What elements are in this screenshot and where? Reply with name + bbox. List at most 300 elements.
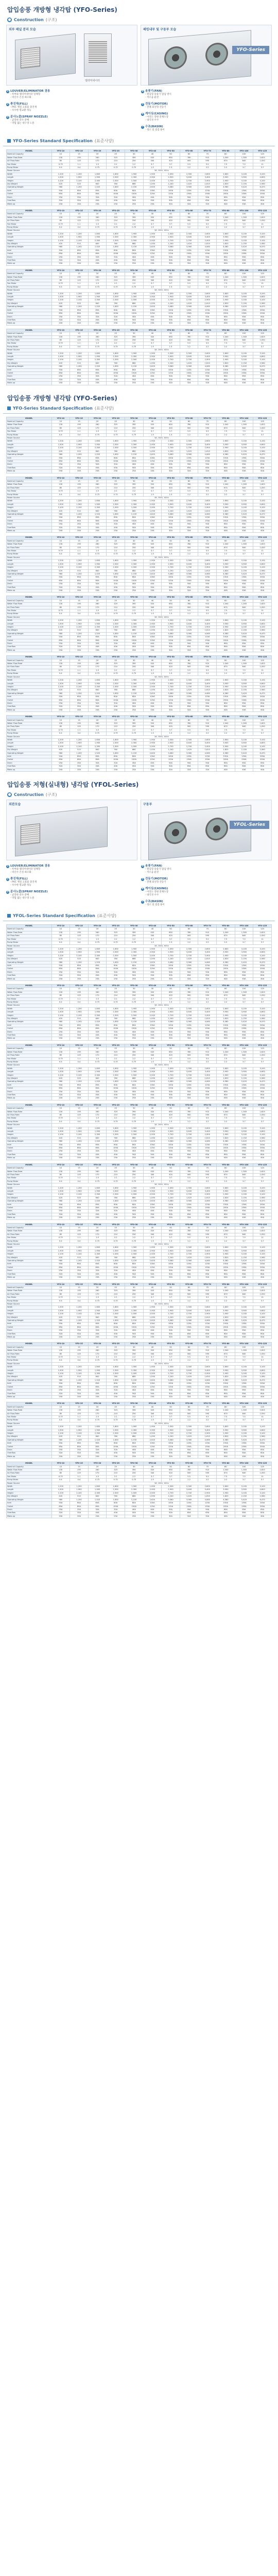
column-header: YFO-50 <box>162 984 180 987</box>
table-row: Outlet 65A 80A 80A 100A 100A 125A 125A 150A 150A 200A 200A 200A <box>7 699 272 702</box>
column-header: YFO-40 <box>143 984 162 987</box>
column-header: YFO-20 <box>88 596 107 599</box>
column-header: YFO-125 <box>253 984 272 987</box>
spec-table-block <box>6 149 272 385</box>
table-row: Operating Weight 980 1,200 1,520 1,830 2,150 2,620 3,080 3,560 4,060 4,580 5,420 6,470 <box>7 961 272 964</box>
table-row: Outlet 65A 80A 80A 100A 100A 125A 125A 150A 150A 200A 200A 200A <box>7 1147 272 1150</box>
table-row: Outlet 65A 80A 80A 100A 100A 125A 125A 150A 150A 200A 200A 200A <box>7 639 272 642</box>
column-header: MODEL <box>7 716 52 719</box>
column-header: YFO-30 <box>125 1462 143 1465</box>
table-row: Operating Weight 980 1,200 1,520 1,830 2,150 2,620 3,080 3,560 4,060 4,580 5,420 6,470 <box>7 1319 272 1322</box>
column-header: YFO-70 <box>198 656 217 659</box>
table-row: Outlet 65A 80A 80A 100A 100A 125A 125A 150A 150A 200A 200A 200A <box>7 1087 272 1090</box>
table-row: Width 1,200 1,200 1,600 1,600 1,900 1,900 2,300 2,300 2,600 2,600 3,100 3,100 <box>7 560 272 563</box>
spec-table <box>6 1044 272 1100</box>
table-row: Drain 25A 25A 32A 32A 40A 40A 50A 50A 50A 65A 65A 65A <box>7 1329 272 1332</box>
spec-table <box>6 1223 272 1280</box>
table-row: Make-up 20A 20A 20A 25A 25A 25A 32A 32A 32A 40A 40A 40A <box>7 589 272 592</box>
table-row: Height 2,100 2,100 2,300 2,300 2,500 2,500 2,700 2,700 2,900 2,900 3,100 3,100 <box>7 745 272 748</box>
table-row: Air Flow Rate 85 125 170 210 250 340 420 500 590 670 840 1,050 <box>7 279 272 282</box>
column-header: YFO-70 <box>198 1283 217 1286</box>
series-badge: YFO-Series <box>232 46 269 54</box>
column-header: YFO-20 <box>88 1402 107 1405</box>
column-header: YFO-25 <box>107 1343 125 1346</box>
table-row: Length 1,500 1,900 1,900 2,300 2,300 2,900 2,900 3,400 3,400 3,900 3,900 4,600 <box>7 236 272 239</box>
table-row: Power Source 3Ø, 380V, 60Hz <box>7 1124 272 1127</box>
column-header: YFO-10 <box>51 329 70 332</box>
table-row: Drain 25A 25A 32A 32A 40A 40A 50A 50A 50A 65A 65A 65A <box>7 583 272 586</box>
column-header: YFO-100 <box>235 656 253 659</box>
table-row: Overflow 32A 32A 40A 40A 50A 50A 50A 65A 65A 65A 80A 80A <box>7 466 272 469</box>
column-header: MODEL <box>7 329 52 332</box>
square-icon <box>7 406 11 410</box>
table-row: Outlet 65A 80A 80A 100A 100A 125A 125A 150A 150A 200A 200A 200A <box>7 758 272 761</box>
column-header: YFO-10 <box>51 209 70 212</box>
table-row: Overflow 32A 32A 40A 40A 50A 50A 50A 65A 65A 65A 80A 80A <box>7 1452 272 1455</box>
table-row: Operating Weight 980 1,200 1,520 1,830 2,150 2,620 3,080 3,560 4,060 4,580 5,420 6,470 <box>7 365 272 368</box>
column-header: YFO-15 <box>70 716 89 719</box>
column-header: YFO-125 <box>253 417 272 420</box>
column-header: YFO-10 <box>51 536 70 539</box>
column-header: YFO-80 <box>217 329 235 332</box>
cutaway-illustration <box>148 30 251 85</box>
column-header: YFO-80 <box>217 1462 235 1465</box>
table-row: Fan Motor 0.75 1.1 1.5 2.2 2.2 3.7 3.7 5.5 5.5 7.5 7.5 11 <box>7 1236 272 1240</box>
table-row: Length 1,500 1,900 1,900 2,300 2,300 2,900 2,900 3,400 3,400 3,900 3,900 4,600 <box>7 1488 272 1492</box>
table-row: Overflow 32A 32A 40A 40A 50A 50A 50A 65A 65A 65A 80A 80A <box>7 199 272 202</box>
table-row: Pump Motor 0.4 0.4 0.75 0.75 0.75 1.5 1.5 2.2 2.2 2.2 3.7 3.7 <box>7 1180 272 1183</box>
column-header: YFO-10 <box>51 1283 70 1286</box>
table-row: Pump Motor 0.4 0.4 0.75 0.75 0.75 1.5 1.5 2.2 2.2 2.2 3.7 3.7 <box>7 1060 272 1063</box>
column-header: YFO-40 <box>143 716 162 719</box>
spec-table <box>6 655 272 712</box>
number-icon: 4 <box>142 90 144 93</box>
table-row: Inlet 50A 65A 65A 80A 80A 100A 100A 125A 125A 150A 150A 200A <box>7 1323 272 1326</box>
tower-illustration <box>15 33 76 80</box>
column-header: YFO-60 <box>180 209 198 212</box>
number-icon: 2 <box>7 878 9 881</box>
column-header: YFO-20 <box>88 329 107 332</box>
column-header: YFO-40 <box>143 536 162 539</box>
table-row: Drain 25A 25A 32A 32A 40A 40A 50A 50A 50A 65A 65A 65A <box>7 256 272 259</box>
table-row: Overflow 32A 32A 40A 40A 50A 50A 50A 65A 65A 65A 80A 80A <box>7 1512 272 1515</box>
spec-table <box>6 209 272 266</box>
table-row: Air Flow Rate 85 125 170 210 250 340 420 500 590 670 840 1,050 <box>7 1472 272 1475</box>
table-row: Height 2,100 2,100 2,300 2,300 2,500 2,500 2,700 2,700 2,900 2,900 3,100 3,100 <box>7 1193 272 1196</box>
column-header: YFO-40 <box>143 1462 162 1465</box>
table-row: Power Source 3Ø, 380V, 60Hz <box>7 1422 272 1425</box>
column-header: YFO-100 <box>235 1223 253 1226</box>
table-row: Drain 25A 25A 32A 32A 40A 40A 50A 50A 50A 65A 65A 65A <box>7 1449 272 1452</box>
feature-item: 4 송풍기(FAN) - 원심형 송풍기 압입 방식 - 저소음 운전 <box>141 89 272 99</box>
table-row: Width 1,200 1,200 1,600 1,600 1,900 1,900 2,300 2,300 2,600 2,600 3,100 3,100 <box>7 500 272 503</box>
table-row: Nominal Capacity 10 15 20 25 30 40 50 60 70 80 100 125 <box>7 1465 272 1468</box>
column-header: YFO-60 <box>180 1343 198 1346</box>
table-row: Operating Weight 980 1,200 1,520 1,830 2,150 2,620 3,080 3,560 4,060 4,580 5,420 6,470 <box>7 453 272 456</box>
table-row: Water Flow Rate 130 195 260 325 390 520 650 780 910 1,040 1,300 1,625 <box>7 1469 272 1472</box>
column-header: YFO-10 <box>51 984 70 987</box>
table-row: Fan Motor 0.75 1.1 1.5 2.2 2.2 3.7 3.7 5.5 5.5 7.5 7.5 11 <box>7 342 272 345</box>
column-header: YFO-125 <box>253 1402 272 1405</box>
column-header: YFO-70 <box>198 150 217 153</box>
table-row: Overflow 32A 32A 40A 40A 50A 50A 50A 65A 65A 65A 80A 80A <box>7 705 272 708</box>
table-row: Length 1,500 1,900 1,900 2,300 2,300 2,900 2,900 3,400 3,400 3,900 3,900 4,600 <box>7 1249 272 1252</box>
table-row: Drain 25A 25A 32A 32A 40A 40A 50A 50A 50A 65A 65A 65A <box>7 196 272 199</box>
column-header: YFO-20 <box>88 1104 107 1107</box>
table-row: Make-up 20A 20A 20A 25A 25A 25A 32A 32A 32A 40A 40A 40A <box>7 1037 272 1040</box>
column-header: YFO-25 <box>107 477 125 480</box>
column-header: YFO-20 <box>88 984 107 987</box>
column-header: YFO-70 <box>198 984 217 987</box>
column-header: YFO-70 <box>198 716 217 719</box>
column-header: YFO-10 <box>51 1104 70 1107</box>
column-header: YFO-10 <box>51 1343 70 1346</box>
column-header: YFO-15 <box>70 1462 89 1465</box>
column-header: YFO-30 <box>125 1163 143 1166</box>
table-row: Air Flow Rate 85 125 170 210 250 340 420 500 590 670 840 1,050 <box>7 1352 272 1355</box>
table-row: Pump Motor 0.4 0.4 0.75 0.75 0.75 1.5 1.5 2.2 2.2 2.2 3.7 3.7 <box>7 345 272 348</box>
table-row: Fan Motor 0.75 1.1 1.5 2.2 2.2 3.7 3.7 5.5 5.5 7.5 7.5 11 <box>7 223 272 226</box>
table-row: Height 2,100 2,100 2,300 2,300 2,500 2,500 2,700 2,700 2,900 2,900 3,100 3,100 <box>7 1014 272 1017</box>
table-row: Pump Motor 0.4 0.4 0.75 0.75 0.75 1.5 1.5 2.2 2.2 2.2 3.7 3.7 <box>7 433 272 436</box>
construction-images <box>3 800 275 860</box>
spec-table <box>6 417 272 473</box>
table-row: Power Source 3Ø, 380V, 60Hz <box>7 1243 272 1246</box>
table-row: Pump Motor 0.4 0.4 0.75 0.75 0.75 1.5 1.5 2.2 2.2 2.2 3.7 3.7 <box>7 1479 272 1482</box>
number-icon: 6 <box>142 888 144 891</box>
interior-image: 패킹내부 및 구동부 모습 YFO-Series <box>141 25 272 86</box>
column-header: MODEL <box>7 656 52 659</box>
table-row: Make-up 20A 20A 20A 25A 25A 25A 32A 32A 32A 40A 40A 40A <box>7 708 272 711</box>
table-row: Height 2,100 2,100 2,300 2,300 2,500 2,500 2,700 2,700 2,900 2,900 3,100 3,100 <box>7 626 272 629</box>
table-row: Nominal Capacity 10 15 20 25 30 40 50 60 70 80 100 125 <box>7 1286 272 1289</box>
table-row: Width 1,200 1,200 1,600 1,600 1,900 1,900 2,300 2,300 2,600 2,600 3,100 3,100 <box>7 739 272 742</box>
column-header: YFO-20 <box>88 656 107 659</box>
column-header: YFO-15 <box>70 329 89 332</box>
feature-item: 4 송풍기(FAN) - 원심형 송풍기 압입 방식 - 저소음 운전 <box>141 863 272 874</box>
column-header: YFO-80 <box>217 1283 235 1286</box>
spec-heading: YFO-Series Standard Specification (표준사양) <box>3 403 275 413</box>
table-row: Height 2,100 2,100 2,300 2,300 2,500 2,500 2,700 2,700 2,900 2,900 3,100 3,100 <box>7 179 272 182</box>
table-row: Make-up 20A 20A 20A 25A 25A 25A 32A 32A 32A 40A 40A 40A <box>7 1336 272 1339</box>
column-header: YFO-50 <box>162 1462 180 1465</box>
spec-table <box>6 596 272 652</box>
construction-heading: ● Construction (구조) <box>8 18 57 22</box>
column-header: YFO-10 <box>51 417 70 420</box>
column-header: YFO-70 <box>198 329 217 332</box>
fan-icon <box>205 42 228 66</box>
column-header: YFO-70 <box>198 1223 217 1226</box>
column-header: YFO-30 <box>125 1104 143 1107</box>
feature-item: 5 전동기(MOTOR) - 전폐 외선형 전동기 <box>141 101 272 109</box>
table-row: Power Source 3Ø, 380V, 60Hz <box>7 437 272 440</box>
number-icon: 1 <box>7 90 9 93</box>
table-row: Length 1,500 1,900 1,900 2,300 2,300 2,900 2,900 3,400 3,400 3,900 3,900 4,600 <box>7 1130 272 1133</box>
column-header: YFO-15 <box>70 1283 89 1286</box>
column-header: YFO-125 <box>253 1104 272 1107</box>
table-row: Pump Motor 0.4 0.4 0.75 0.75 0.75 1.5 1.5 2.2 2.2 2.2 3.7 3.7 <box>7 1359 272 1362</box>
column-header: YFO-25 <box>107 596 125 599</box>
column-header: YFO-80 <box>217 150 235 153</box>
table-row: Inlet 50A 65A 65A 80A 80A 100A 100A 125A 125A 150A 150A 200A <box>7 696 272 699</box>
table-row: Power Source 3Ø, 380V, 60Hz <box>7 170 272 173</box>
column-header: YFO-50 <box>162 1343 180 1346</box>
column-header: YFO-10 <box>51 477 70 480</box>
table-row: Fan Motor 0.75 1.1 1.5 2.2 2.2 3.7 3.7 5.5 5.5 7.5 7.5 11 <box>7 609 272 612</box>
table-row: Inlet 50A 65A 65A 80A 80A 100A 100A 125A 125A 150A 150A 200A <box>7 1442 272 1445</box>
column-header: YFO-70 <box>198 1104 217 1107</box>
table-row: Width 1,200 1,200 1,600 1,600 1,900 1,900 2,300 2,300 2,600 2,600 3,100 3,100 <box>7 1366 272 1369</box>
table-row: Dry Weight 420 510 640 760 880 1,050 1,240 1,420 1,610 1,820 2,150 2,560 <box>7 629 272 632</box>
column-header: MODEL <box>7 269 52 272</box>
table-row: Length 1,500 1,900 1,900 2,300 2,300 2,900 2,900 3,400 3,400 3,900 3,900 4,600 <box>7 1429 272 1432</box>
column-header: YFO-80 <box>217 1223 235 1226</box>
table-row: Operating Weight 980 1,200 1,520 1,830 2,150 2,620 3,080 3,560 4,060 4,580 5,420 6,470 <box>7 186 272 189</box>
column-header: YFO-25 <box>107 656 125 659</box>
column-header: YFO-30 <box>125 150 143 153</box>
column-header: YFO-50 <box>162 150 180 153</box>
column-header: YFO-70 <box>198 1462 217 1465</box>
column-header: YFO-70 <box>198 1163 217 1166</box>
table-row: Air Flow Rate 85 125 170 210 250 340 420 500 590 670 840 1,050 <box>7 725 272 728</box>
table-row: Outlet 65A 80A 80A 100A 100A 125A 125A 150A 150A 200A 200A 200A <box>7 252 272 256</box>
feature-item: 1 LOUVER/ELIMINATOR 겸용 - 루버와 엘리미네이터 일체형 - 비산수 손실 최소화 <box>6 89 137 99</box>
column-header: YFO-40 <box>143 329 162 332</box>
column-header: YFO-80 <box>217 417 235 420</box>
table-row: Water Flow Rate 130 195 260 325 390 520 650 780 910 1,040 1,300 1,625 <box>7 1349 272 1352</box>
column-header: YFO-40 <box>143 1104 162 1107</box>
table-row: Inlet 50A 65A 65A 80A 80A 100A 100A 125A 125A 150A 150A 200A <box>7 249 272 252</box>
column-header: YFO-50 <box>162 596 180 599</box>
feature-item: 1 LOUVER/ELIMINATOR 겸용 - 루버와 엘리미네이터 일체형 - 비산수 손실 최소화 <box>6 863 137 874</box>
fan-icon <box>164 820 187 845</box>
column-header: YFO-30 <box>125 1044 143 1047</box>
panel-illustration <box>84 33 112 77</box>
spec-table <box>6 924 272 981</box>
table-row: Outlet 65A 80A 80A 100A 100A 125A 125A 150A 150A 200A 200A 200A <box>7 372 272 375</box>
number-icon: 3 <box>7 891 9 894</box>
table-row: Length 1,500 1,900 1,900 2,300 2,300 2,900 2,900 3,400 3,400 3,900 3,900 4,600 <box>7 742 272 745</box>
table-row: Operating Weight 980 1,200 1,520 1,830 2,150 2,620 3,080 3,560 4,060 4,580 5,420 6,470 <box>7 692 272 695</box>
table-row: Fan Motor 0.75 1.1 1.5 2.2 2.2 3.7 3.7 5.5 5.5 7.5 7.5 11 <box>7 728 272 732</box>
table-row: Nominal Capacity 10 15 20 25 30 40 50 60 70 80 100 125 <box>7 539 272 543</box>
table-row: Operating Weight 980 1,200 1,520 1,830 2,150 2,620 3,080 3,560 4,060 4,580 5,420 6,470 <box>7 1200 272 1203</box>
table-row: Nominal Capacity 10 15 20 25 30 40 50 60 70 80 100 125 <box>7 988 272 991</box>
table-row: Fan Motor 0.75 1.1 1.5 2.2 2.2 3.7 3.7 5.5 5.5 7.5 7.5 11 <box>7 1296 272 1299</box>
table-row: Width 1,200 1,200 1,600 1,600 1,900 1,900 2,300 2,300 2,600 2,600 3,100 3,100 <box>7 1187 272 1190</box>
table-row: Air Flow Rate 85 125 170 210 250 340 420 500 590 670 840 1,050 <box>7 1293 272 1296</box>
column-header: YFO-100 <box>235 536 253 539</box>
column-header: YFO-30 <box>125 269 143 272</box>
column-header: YFO-100 <box>235 417 253 420</box>
table-row: Operating Weight 980 1,200 1,520 1,830 2,150 2,620 3,080 3,560 4,060 4,580 5,420 6,470 <box>7 1080 272 1083</box>
column-header: YFO-15 <box>70 596 89 599</box>
table-row: Drain 25A 25A 32A 32A 40A 40A 50A 50A 50A 65A 65A 65A <box>7 702 272 705</box>
table-row: Nominal Capacity 10 15 20 25 30 40 50 60 70 80 100 125 <box>7 1346 272 1349</box>
table-row: Drain 25A 25A 32A 32A 40A 40A 50A 50A 50A 65A 65A 65A <box>7 971 272 974</box>
table-row: Drain 25A 25A 32A 32A 40A 40A 50A 50A 50A 65A 65A 65A <box>7 1508 272 1511</box>
table-row: Inlet 50A 65A 65A 80A 80A 100A 100A 125A 125A 150A 150A 200A <box>7 1143 272 1146</box>
column-header: YFO-20 <box>88 536 107 539</box>
table-row: Power Source 3Ø, 380V, 60Hz <box>7 289 272 292</box>
feature-item: 7 수조(BASIN) - 청소 및 점검 용이 <box>141 899 272 907</box>
table-row: Drain 25A 25A 32A 32A 40A 40A 50A 50A 50A 65A 65A 65A <box>7 1210 272 1213</box>
column-header: YFO-125 <box>253 716 272 719</box>
table-row: Inlet 50A 65A 65A 80A 80A 100A 100A 125A 125A 150A 150A 200A <box>7 1263 272 1266</box>
table-row: Air Flow Rate 85 125 170 210 250 340 420 500 590 670 840 1,050 <box>7 486 272 489</box>
section-title: 압입송풍 개방형 냉각탑 (YFO-Series) <box>7 6 117 13</box>
table-row: Width 1,200 1,200 1,600 1,600 1,900 1,900 2,300 2,300 2,600 2,600 3,100 3,100 <box>7 1306 272 1309</box>
column-header: YFO-30 <box>125 417 143 420</box>
column-header: YFO-50 <box>162 1044 180 1047</box>
table-row: Water Flow Rate 130 195 260 325 390 520 650 780 910 1,040 1,300 1,625 <box>7 1230 272 1233</box>
table-row: Water Flow Rate 130 195 260 325 390 520 650 780 910 1,040 1,300 1,625 <box>7 1110 272 1113</box>
spec-table <box>6 536 272 592</box>
column-header: YFO-15 <box>70 656 89 659</box>
table-row: Inlet 50A 65A 65A 80A 80A 100A 100A 125A 125A 150A 150A 200A <box>7 1382 272 1385</box>
column-header: YFO-30 <box>125 209 143 212</box>
table-row: Nominal Capacity 10 15 20 25 30 40 50 60 70 80 100 125 <box>7 928 272 931</box>
table-row: Power Source 3Ø, 380V, 60Hz <box>7 616 272 619</box>
table-row: Operating Weight 980 1,200 1,520 1,830 2,150 2,620 3,080 3,560 4,060 4,580 5,420 6,470 <box>7 306 272 309</box>
table-row: Height 2,100 2,100 2,300 2,300 2,500 2,500 2,700 2,700 2,900 2,900 3,100 3,100 <box>7 566 272 569</box>
column-header: YFO-60 <box>180 269 198 272</box>
table-row: Dry Weight 420 510 640 760 880 1,050 1,240 1,420 1,610 1,820 2,150 2,560 <box>7 1256 272 1259</box>
column-header: YFO-15 <box>70 209 89 212</box>
column-header: MODEL <box>7 1402 52 1405</box>
column-header: YFO-10 <box>51 1044 70 1047</box>
column-header: YFO-40 <box>143 477 162 480</box>
table-row: Operating Weight 980 1,200 1,520 1,830 2,150 2,620 3,080 3,560 4,060 4,580 5,420 6,470 <box>7 752 272 755</box>
column-header: YFO-25 <box>107 1283 125 1286</box>
column-header: YFO-100 <box>235 716 253 719</box>
table-row: Width 1,200 1,200 1,600 1,600 1,900 1,900 2,300 2,300 2,600 2,600 3,100 3,100 <box>7 1485 272 1488</box>
table-row: Air Flow Rate 85 125 170 210 250 340 420 500 590 670 840 1,050 <box>7 546 272 549</box>
column-header: YFO-50 <box>162 329 180 332</box>
table-row: Power Source 3Ø, 380V, 60Hz <box>7 1004 272 1007</box>
table-row: Outlet 65A 80A 80A 100A 100A 125A 125A 150A 150A 200A 200A 200A <box>7 1505 272 1508</box>
table-row: Height 2,100 2,100 2,300 2,300 2,500 2,500 2,700 2,700 2,900 2,900 3,100 3,100 <box>7 1313 272 1316</box>
number-icon: 7 <box>142 901 144 904</box>
column-header: YFO-70 <box>198 477 217 480</box>
table-row: Pump Motor 0.4 0.4 0.75 0.75 0.75 1.5 1.5 2.2 2.2 2.2 3.7 3.7 <box>7 672 272 675</box>
feature-item: 3 분사노즐(SPRAY NOZZLE) - 균일한 살수 분배 - 막힘 없는 대구경 노즐 <box>6 889 137 900</box>
table-row: Drain 25A 25A 32A 32A 40A 40A 50A 50A 50A 65A 65A 65A <box>7 1150 272 1153</box>
table-row: Height 2,100 2,100 2,300 2,300 2,500 2,500 2,700 2,700 2,900 2,900 3,100 3,100 <box>7 685 272 688</box>
table-row: Pump Motor 0.4 0.4 0.75 0.75 0.75 1.5 1.5 2.2 2.2 2.2 3.7 3.7 <box>7 1240 272 1243</box>
column-header: YFO-60 <box>180 477 198 480</box>
table-row: Air Flow Rate 85 125 170 210 250 340 420 500 590 670 840 1,050 <box>7 1233 272 1236</box>
column-header: YFO-20 <box>88 477 107 480</box>
table-row: Length 1,500 1,900 1,900 2,300 2,300 2,900 2,900 3,400 3,400 3,900 3,900 4,600 <box>7 622 272 625</box>
table-row: Make-up 20A 20A 20A 25A 25A 25A 32A 32A 32A 40A 40A 40A <box>7 649 272 652</box>
column-header: YFO-100 <box>235 1104 253 1107</box>
column-header: YFO-80 <box>217 925 235 928</box>
column-header: YFO-80 <box>217 1343 235 1346</box>
column-header: YFO-25 <box>107 1462 125 1465</box>
column-header: YFO-40 <box>143 1044 162 1047</box>
column-header: YFO-25 <box>107 984 125 987</box>
column-header: YFO-20 <box>88 1044 107 1047</box>
column-header: YFO-40 <box>143 150 162 153</box>
column-header: YFO-80 <box>217 1163 235 1166</box>
table-row: Dry Weight 420 510 640 760 880 1,050 1,240 1,420 1,610 1,820 2,150 2,560 <box>7 569 272 572</box>
column-header: YFO-10 <box>51 1163 70 1166</box>
column-header: YFO-25 <box>107 1223 125 1226</box>
spec-heading: YFOL-Series Standard Specification (표준사양) <box>3 911 275 921</box>
table-row: Inlet 50A 65A 65A 80A 80A 100A 100A 125A 125A 150A 150A 200A <box>7 309 272 312</box>
table-row: Make-up 20A 20A 20A 25A 25A 25A 32A 32A 32A 40A 40A 40A <box>7 1455 272 1458</box>
table-row: Air Flow Rate 85 125 170 210 250 340 420 500 590 670 840 1,050 <box>7 219 272 223</box>
column-header: YFO-15 <box>70 1044 89 1047</box>
column-header: YFO-30 <box>125 1343 143 1346</box>
table-row: Dry Weight 420 510 640 760 880 1,050 1,240 1,420 1,610 1,820 2,150 2,560 <box>7 183 272 186</box>
column-header: MODEL <box>7 209 52 212</box>
column-header: YFO-60 <box>180 1163 198 1166</box>
table-row: Operating Weight 980 1,200 1,520 1,830 2,150 2,620 3,080 3,560 4,060 4,580 5,420 6,470 <box>7 572 272 575</box>
column-header: YFO-25 <box>107 269 125 272</box>
table-row: Inlet 50A 65A 65A 80A 80A 100A 100A 125A 125A 150A 150A 200A <box>7 1024 272 1027</box>
spec-table <box>6 269 272 326</box>
column-header: YFO-125 <box>253 596 272 599</box>
table-row: Inlet 50A 65A 65A 80A 80A 100A 100A 125A 125A 150A 150A 200A <box>7 189 272 192</box>
table-row: Height 2,100 2,100 2,300 2,300 2,500 2,500 2,700 2,700 2,900 2,900 3,100 3,100 <box>7 239 272 242</box>
column-header: YFO-40 <box>143 596 162 599</box>
column-header: YFO-10 <box>51 925 70 928</box>
column-header: YFO-40 <box>143 1163 162 1166</box>
table-row: Air Flow Rate 85 125 170 210 250 340 420 500 590 670 840 1,050 <box>7 1054 272 1057</box>
table-row: Nominal Capacity 10 15 20 25 30 40 50 60 70 80 100 125 <box>7 599 272 602</box>
column-header: YFO-60 <box>180 1283 198 1286</box>
column-header: YFO-30 <box>125 656 143 659</box>
table-row: Height 2,100 2,100 2,300 2,300 2,500 2,500 2,700 2,700 2,900 2,900 3,100 3,100 <box>7 1074 272 1077</box>
table-row: Outlet 65A 80A 80A 100A 100A 125A 125A 150A 150A 200A 200A 200A <box>7 968 272 971</box>
table-row: Width 1,200 1,200 1,600 1,600 1,900 1,900 2,300 2,300 2,600 2,600 3,100 3,100 <box>7 619 272 622</box>
table-row: Drain 25A 25A 32A 32A 40A 40A 50A 50A 50A 65A 65A 65A <box>7 375 272 378</box>
column-header: MODEL <box>7 417 52 420</box>
table-row: Inlet 50A 65A 65A 80A 80A 100A 100A 125A 125A 150A 150A 200A <box>7 368 272 371</box>
table-row: Air Flow Rate 85 125 170 210 250 340 420 500 590 670 840 1,050 <box>7 606 272 609</box>
table-row: Make-up 20A 20A 20A 25A 25A 25A 32A 32A 32A 40A 40A 40A <box>7 322 272 325</box>
table-row: Outlet 65A 80A 80A 100A 100A 125A 125A 150A 150A 200A 200A 200A <box>7 519 272 522</box>
column-header: YFO-20 <box>88 150 107 153</box>
tower-illustration <box>15 807 108 857</box>
column-header: MODEL <box>7 1283 52 1286</box>
table-row: Length 1,500 1,900 1,900 2,300 2,300 2,900 2,900 3,400 3,400 3,900 3,900 4,600 <box>7 1071 272 1074</box>
table-row: Dry Weight 420 510 640 760 880 1,050 1,240 1,420 1,610 1,820 2,150 2,560 <box>7 1316 272 1319</box>
table-row: Water Flow Rate 130 195 260 325 390 520 650 780 910 1,040 1,300 1,625 <box>7 1409 272 1412</box>
table-row: Pump Motor 0.4 0.4 0.75 0.75 0.75 1.5 1.5 2.2 2.2 2.2 3.7 3.7 <box>7 1001 272 1004</box>
table-row: Dry Weight 420 510 640 760 880 1,050 1,240 1,420 1,610 1,820 2,150 2,560 <box>7 1018 272 1021</box>
table-row: Nominal Capacity 10 15 20 25 30 40 50 60 70 80 100 125 <box>7 1405 272 1409</box>
spec-table <box>6 1283 272 1340</box>
table-row: Operating Weight 980 1,200 1,520 1,830 2,150 2,620 3,080 3,560 4,060 4,580 5,420 6,470 <box>7 513 272 516</box>
column-header: YFO-15 <box>70 150 89 153</box>
column-header: YFO-80 <box>217 656 235 659</box>
table-row: Operating Weight 980 1,200 1,520 1,830 2,150 2,620 3,080 3,560 4,060 4,580 5,420 6,470 <box>7 1498 272 1501</box>
column-header: YFO-10 <box>51 1223 70 1226</box>
table-row: Width 1,200 1,200 1,600 1,600 1,900 1,900 2,300 2,300 2,600 2,600 3,100 3,100 <box>7 1127 272 1130</box>
number-icon: 5 <box>142 103 144 106</box>
column-header: YFO-15 <box>70 1104 89 1107</box>
table-row: Height 2,100 2,100 2,300 2,300 2,500 2,500 2,700 2,700 2,900 2,900 3,100 3,100 <box>7 1372 272 1376</box>
column-header: MODEL <box>7 925 52 928</box>
column-header: YFO-20 <box>88 716 107 719</box>
column-header: YFO-60 <box>180 1462 198 1465</box>
column-header: YFO-125 <box>253 925 272 928</box>
column-header: YFO-125 <box>253 1283 272 1286</box>
column-header: YFO-80 <box>217 1044 235 1047</box>
